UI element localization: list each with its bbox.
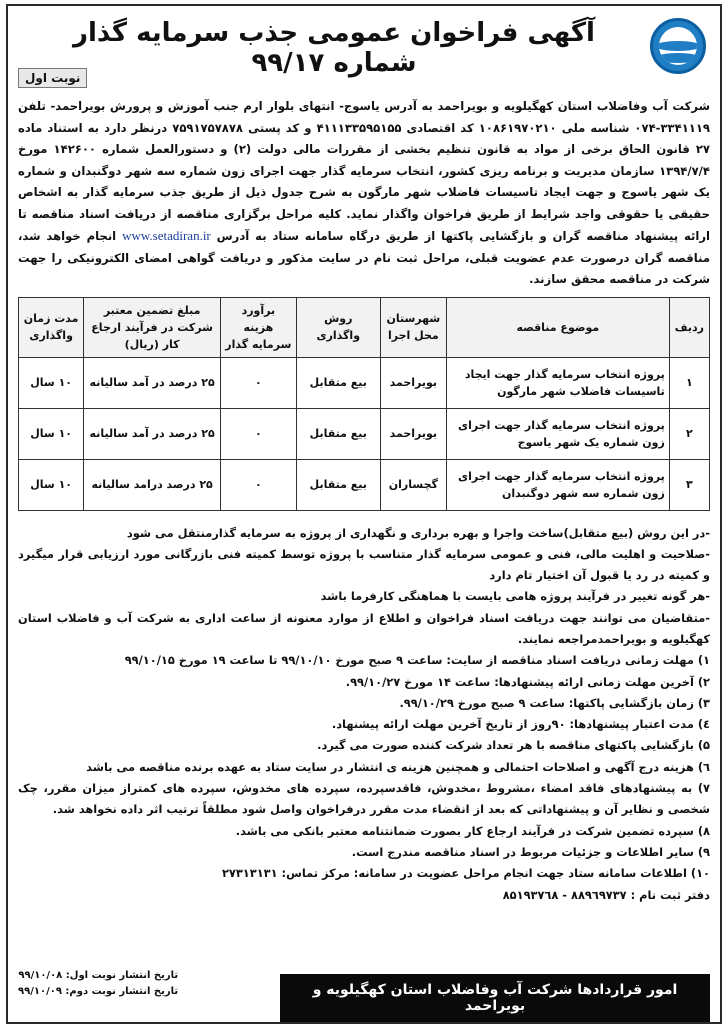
notice-page — [6, 4, 722, 1024]
header-duration: مدت زمان واگذاری — [19, 297, 84, 357]
row-no: ۳ — [669, 459, 709, 510]
row-city: گچساران — [380, 459, 446, 510]
note-line: ۸) سپرده تضمین شرکت در فرآیند ارجاع کار بصورت ضمانتنامه معتبر بانکی می باشد. — [235, 823, 710, 838]
note-line: ۹) سایر اطلاعات و جزئیات مربوط در اسناد مناقصه مندرج است. — [351, 844, 710, 859]
row-cost: ۰ — [220, 408, 296, 459]
row-guarantee: ۲۵ درصد در آمد سالیانه — [84, 408, 221, 459]
table-header-row — [19, 297, 710, 357]
table-row — [19, 357, 710, 408]
row-duration: ۱۰ سال — [19, 459, 84, 510]
header-subject: موضوع مناقصه — [446, 297, 669, 357]
row-subject: پروژه انتخاب سرمایه گذار جهت ایجاد تاسیسات فاضلاب شهر مارگون — [446, 357, 669, 408]
footer-banner: امور قراردادها شرکت آب وفاضلاب استان کهگیلویه و بویراحمد — [280, 974, 710, 1022]
note-line: ٤) مدت اعتبار پیشنهادها: ۹۰روز از تاریخ آخرین مهلت ارائه پیشنهاد. — [331, 717, 710, 732]
note-line: ۳) زمان بازگشایی پاکتها: ساعت ۹ صبح مورخ ۹۹/۱۰/۲۹. — [399, 695, 710, 710]
note-line: ۵) بازگشایی پاکتهای مناقصه با هر تعداد شرکت کننده صورت می گیرد. — [317, 738, 710, 753]
header-method: روش واگذاری — [296, 297, 380, 357]
row-method: بیع متقابل — [296, 408, 380, 459]
header-city: شهرستان محل اجرا — [380, 297, 446, 357]
round-label: نوبت اول — [18, 68, 87, 88]
tender-table — [18, 297, 710, 511]
note-line: ۱) مهلت زمانی دریافت اسناد مناقصه از سایت: ساعت ۹ صبح مورخ ۹۹/۱۰/۱۰ تا ساعت ۱۹ مورخ ۹۹/۱۰/۱۵ — [124, 653, 710, 668]
row-city: بویراحمد — [380, 408, 446, 459]
note-line: -هر گونه تغییر در فرآیند پروژه هامی بایست با هماهنگی کارفرما باشد — [320, 589, 710, 604]
row-subject: پروژه انتخاب سرمایه گذار جهت اجرای زون شماره یک شهر یاسوج — [446, 408, 669, 459]
header-row-no: ردیف — [669, 297, 709, 357]
notice-title: آگهی فراخوان عمومی جذب سرمایه گذار شماره ۹۹/۱۷ — [73, 18, 595, 78]
row-duration: ۱۰ سال — [19, 357, 84, 408]
note-line: ۱۰) اطلاعات سامانه ستاد جهت انجام مراحل عضویت در سامانه: مرکز تماس: ۲۷۳۱۳۱۳۱ — [221, 866, 710, 881]
row-cost: ۰ — [220, 459, 296, 510]
intro-text: شرکت آب وفاضلاب استان کهگیلویه و بویراحمد به آدرس یاسوج- انتهای بلوار ارم جنب آموزش و پرورش بویراحمد- تلفن ۳۳۴۱۱۱۹-۰۷۴ شناسه ملی ۱۰۸۶۱۹۷۰۲۱۰ کد اقتصادی ۴۱۱۱۳۳۵۹۵۱۵۵ و کد پستی ۷۵۹۱۷۵۷۸۷۸ درنظر دارد به استناد ماده ۲۷ قانون الحاق برخی از مواد به قانون تنظیم بخشی از مقررات مالی دولت (۲) و دستورالعمل شماره ۱۴۲۶۰۰ مورخ ۱۳۹۴/۷/۴ سازمان مدیریت و برنامه ریزی کشور، انتخاب سرمایه گذار جهت اجرای زون شماره سه شهر دوگنبدان و شماره یک شهر یاسوج و جهت ایجاد تاسیسات فاضلاب شهر مارگون به شرح جدول ذیل از طریق جذب سرمایه گذار به اشخاص حقیقی یا حقوقی واجد شرایط از طریق فراخوان واگذار نماید. کلیه مراحل برگزاری مناقصه از دریافت اسناد مناقصه تا ارائه پیشنهاد مناقصه گران و بازگشایی پاکتها از طریق درگاه سامانه ستاد به آدرس — [18, 99, 711, 243]
publication-dates — [18, 968, 178, 1000]
row-method: بیع متقابل — [296, 459, 380, 510]
table-row — [19, 459, 710, 510]
note-line: -در این روش (بیع متقابل)ساخت واجرا و بهره برداری و نگهداری از پروژه به سرمایه گذارمنتقل می شود — [126, 525, 710, 540]
row-cost: ۰ — [220, 357, 296, 408]
note-line: ۲) آخرین مهلت زمانی ارائه پیشنهادها: ساعت ۱۴ مورخ ۹۹/۱۰/۲۷. — [345, 674, 710, 689]
row-subject: پروژه انتخاب سرمایه گذار جهت اجرای زون شماره سه شهر دوگنبدان — [446, 459, 669, 510]
publication-date-second: تاریخ انتشار نوبت دوم: ۹۹/۱۰/۰۹ — [18, 986, 179, 997]
notes-section — [18, 523, 710, 906]
table-row — [19, 408, 710, 459]
publication-date-first: تاریخ انتشار نوبت اول: ۹۹/۱۰/۰۸ — [18, 970, 179, 981]
header-cost: برآورد هزینه سرمایه گذار — [220, 297, 296, 357]
header-guarantee: مبلغ تضمین معتبر شرکت در فرآیند ارجاع کار (ریال) — [84, 297, 221, 357]
note-line: دفتر ثبت نام : ۸۸۹٦۹۷۳۷ - ۸۵۱۹۳۷٦۸ — [502, 887, 710, 902]
row-no: ۲ — [669, 408, 709, 459]
row-method: بیع متقابل — [296, 357, 380, 408]
note-line: ۷) به پیشنهادهای فاقد امضاء ،مشروط ،مخدوش، فاقدسپرده، سپرده های مخدوش، سپرده های کمتراز میزان مقرر، چک شخصی و نظایر آن و پیشنهاداتی که بعد از انقضاء مدت مقرر درفراخوان واصل شود مطلقاً ترتیب اثر داده نخواهد شد. — [18, 781, 710, 817]
notice-header — [18, 12, 710, 85]
row-duration: ۱۰ سال — [19, 408, 84, 459]
setad-website-link[interactable]: www.setadiran.ir — [122, 228, 211, 243]
note-line: -صلاحیت و اهلیت مالی، فنی و عمومی سرمایه گذار متناسب با پروژه توسط کمیته فنی بازرگانی مورد ارزیابی قرار میگیرد و کمیته در رد یا قبول آن اختیار تام دارد — [18, 546, 710, 583]
row-no: ۱ — [669, 357, 709, 408]
note-line: ٦) هزینه درج آگهی و اصلاحات احتمالی و همچنین هزینه ی انتشار در سایت ستاد به عهده برنده مناقصه می باشد — [86, 759, 710, 774]
intro-paragraph — [18, 96, 710, 291]
note-line: -متقاضیان می توانند جهت دریافت اسناد فراخوان و اطلاع از موارد معنونه از ساعت اداری به شرکت آب و فاضلاب استان کهگیلویه و بویراحمدمراجعه نمایند. — [18, 610, 710, 646]
water-company-logo-icon — [650, 18, 706, 74]
row-guarantee: ۲۵ درصد در آمد سالیانه — [84, 357, 221, 408]
row-guarantee: ۲۵ درصد درامد سالیانه — [84, 459, 221, 510]
intro-text-continued: انجام خواهد شد، مناقصه گران درصورت عدم عضویت قبلی، مراحل ثبت نام در سایت مذکور و دریافت گواهی امضای الکترونیکی را جهت شرکت در مناقصه محقق سازند. — [18, 229, 710, 286]
row-city: بویراحمد — [380, 357, 446, 408]
